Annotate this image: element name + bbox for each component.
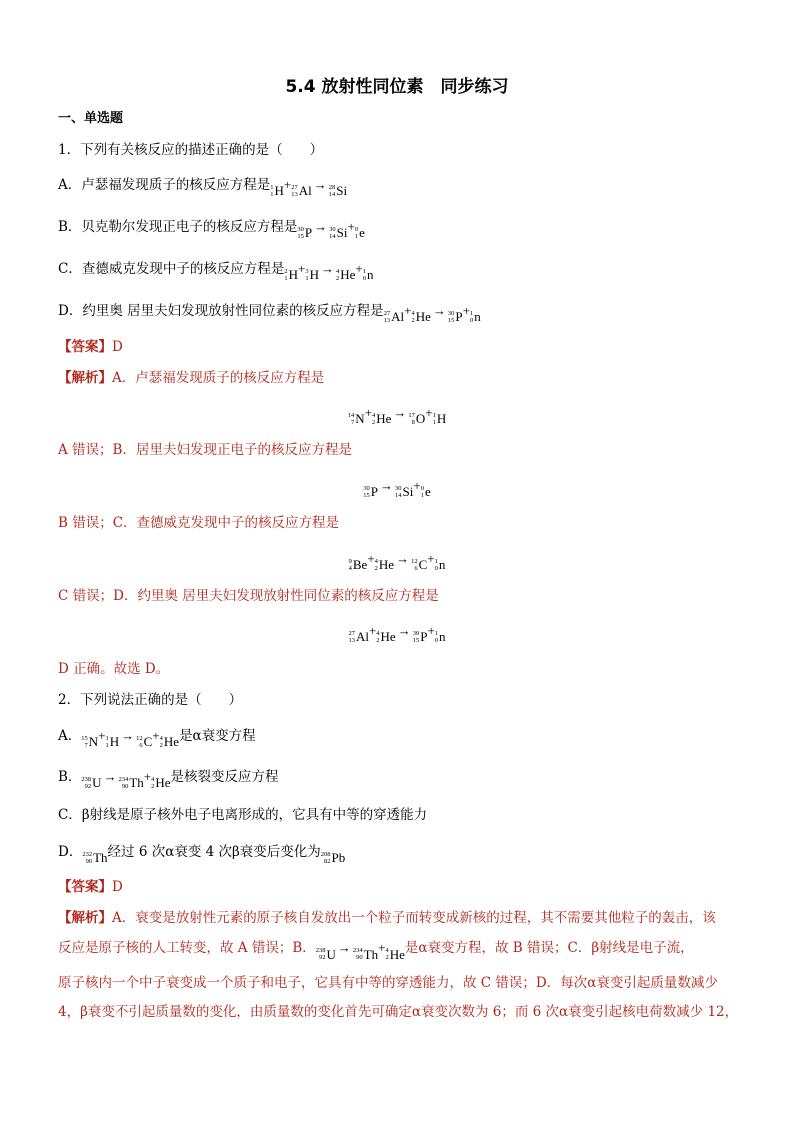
plus-symbol: + — [425, 405, 433, 420]
nuclide: 14 7 N — [347, 411, 365, 426]
q2-analysis-line-3: 原子核内一个中子衰变成一个质子和电子，它具有中等的穿透能力，故 C 错误；D．每次α衰变引起质量数减少 — [58, 974, 718, 991]
arrow-symbol: → — [121, 728, 135, 743]
plus-symbol: + — [367, 551, 375, 566]
nuclide: 4 2 He — [376, 629, 396, 644]
arrow-symbol: → — [393, 405, 407, 420]
q1-option-c: C．查德威克发现中子的核反应方程是 2 1 H + 3 1 H → 4 2 He + 1 0 n — [58, 261, 374, 282]
plus-symbol: + — [427, 551, 435, 566]
plus-symbol: + — [404, 303, 412, 318]
nuclide: 238 92 U — [315, 946, 336, 962]
plus-symbol: + — [378, 940, 386, 955]
q1-analysis-2: A 错误；B．居里夫妇发现正电子的核反应方程是 — [58, 442, 352, 458]
arrow-symbol: → — [337, 940, 351, 955]
arrow-symbol: → — [103, 769, 117, 784]
q1-analysis-5: D 正确。故选 D。 — [58, 661, 170, 677]
q1-analysis-eq4 — [0, 622, 794, 646]
arrow-symbol: → — [313, 177, 327, 192]
q1-option-b: B．贝克勒尔发现正电子的核反应方程是 30 15 P → 30 14 Si + 0 1 e — [58, 219, 365, 240]
arrow-symbol: → — [380, 478, 393, 493]
page-title: 5.4 放射性同位素 同步练习 — [285, 77, 509, 97]
q2-option-a: A． 15 7 N + 1 1 H → 12 6 C + 4 2 He 是α衰变方程 — [58, 728, 256, 749]
arrow-symbol: → — [320, 261, 334, 276]
nuclide: 1 1 H — [432, 411, 447, 426]
q2-option-d: D． 232 90 Th 经过 6 次α衰变 4 次β衰变后变化为 208 82 Pb — [58, 844, 346, 865]
q1-answer: 【答案】D — [58, 339, 123, 355]
plus-symbol: + — [355, 261, 363, 276]
arrow-symbol: → — [397, 623, 411, 638]
nuclide: 1 0 n — [469, 309, 481, 324]
nuclide: 17 8 O — [408, 411, 426, 426]
nuclide: 12 6 C — [411, 557, 428, 572]
plus-symbol: + — [427, 623, 435, 638]
nuclide: 232 90 Th — [82, 850, 108, 865]
q1-option-d: D．约里奥 居里夫妇发现放射性同位素的核反应方程是 27 13 Al + 4 2 He → 30 15 P + 1 0 n — [58, 303, 481, 324]
plus-symbol: + — [413, 478, 421, 493]
nuclide: 1 1 H — [270, 183, 284, 198]
q2-analysis-line-2: 反应是原子核的人工转变，故 A 错误；B． 238 92 U → 234 90 Th + 4 2 He 是α衰变方程，故 B 错误；C．β射线是电子流， — [58, 933, 748, 969]
q2-analysis-line-4: 4，β衰变不引起质量数的变化，由质量数的变化首先可确定α衰变次数为 6；而 6 次α衰变引起核电荷数减少 12， — [58, 1003, 739, 1020]
nuclide: 4 2 He — [151, 775, 171, 790]
plus-symbol: + — [297, 261, 306, 276]
section-heading: 一、单选题 — [58, 111, 124, 126]
nuclide: 4 2 He — [159, 734, 180, 749]
nuclide: 4 2 He — [335, 267, 356, 282]
q1-option-a: A．卢瑟福发现质子的核反应方程是 1 1 H + 27 13 Al → 28 14 Si — [58, 177, 348, 198]
nuclide: 4 2 He — [371, 411, 392, 426]
nuclide: 30 15 P — [412, 629, 428, 644]
nuclide: 27 13 Al — [383, 309, 405, 324]
nuclide: 234 90 Th — [352, 946, 379, 962]
nuclide: 3 1 H — [305, 267, 319, 282]
nuclide: 27 13 Al — [348, 629, 369, 644]
q1-option-a-equation — [270, 177, 348, 198]
nuclide: 30 14 Si — [395, 484, 414, 499]
nuclide: 1 1 H — [105, 734, 120, 749]
plus-symbol: + — [143, 769, 152, 784]
nuclide: 9 4 Be — [348, 557, 368, 572]
plus-symbol: + — [152, 728, 160, 743]
nuclide: 30 15 P — [297, 225, 313, 240]
nuclide: 0 1 e — [420, 484, 431, 499]
q1-analysis-1: 【解析】A．卢瑟福发现质子的核反应方程是 — [58, 370, 325, 386]
q1-option-d-equation — [383, 303, 481, 324]
q1-stem: 1．下列有关核反应的描述正确的是（ ） — [58, 142, 324, 158]
q1-option-b-equation — [297, 219, 365, 240]
arrow-symbol: → — [314, 219, 328, 234]
q1-analysis-4: C 错误；D．约里奥 居里夫妇发现放射性同位素的核反应方程是 — [58, 588, 439, 604]
nuclide: 4 2 He — [385, 946, 405, 962]
q1-analysis-eq2 — [0, 477, 794, 501]
plus-symbol: + — [283, 177, 292, 192]
nuclide: 30 14 Si — [329, 225, 348, 240]
nuclide: 208 82 Pb — [320, 850, 346, 865]
nuclide: 28 14 Si — [328, 183, 348, 198]
q1-analysis-3: B 错误；C．查德威克发现中子的核反应方程是 — [58, 515, 340, 531]
q2-analysis — [58, 904, 748, 1027]
arrow-symbol: → — [432, 303, 446, 318]
nuclide: 4 2 He — [411, 309, 431, 324]
nuclide: 4 2 He — [374, 557, 395, 572]
nuclide: 12 6 C — [136, 734, 153, 749]
plus-symbol: + — [347, 219, 355, 234]
nuclide: 234 90 Th — [118, 775, 144, 790]
q1-analysis-eq1 — [0, 404, 794, 428]
q2-answer: 【答案】D — [58, 879, 123, 895]
q2-stem: 2．下列说法正确的是（ ） — [58, 692, 243, 708]
nuclide: 15 7 N — [81, 734, 99, 749]
plus-symbol: + — [462, 303, 470, 318]
q2-option-b: B． 238 92 U → 234 90 Th + 4 2 He 是核裂变反应方程 — [58, 769, 279, 790]
plus-symbol: + — [98, 728, 106, 743]
arrow-symbol: → — [396, 551, 410, 566]
nuclide: 2 1 H — [284, 267, 298, 282]
q2-analysis-line-1: 【解析】A．衰变是放射性元素的原子核自发放出一个粒子而转变成新核的过程，其不需要其他粒子的轰击，该 — [58, 910, 716, 926]
nuclide: 0 1 e — [354, 225, 365, 240]
nuclide: 1 0 n — [362, 267, 374, 282]
plus-symbol: + — [364, 405, 372, 420]
q1-option-c-equation — [284, 261, 374, 282]
nuclide: 1 0 n — [434, 629, 446, 644]
nuclide: 1 0 n — [434, 557, 446, 572]
plus-symbol: + — [368, 623, 377, 638]
q2-option-c: C．β射线是原子核外电子电离形成的，它具有中等的穿透能力 — [58, 807, 428, 823]
nuclide: 30 15 P — [447, 309, 463, 324]
q1-analysis-eq3 — [0, 550, 794, 574]
nuclide: 27 13 Al — [291, 183, 312, 198]
nuclide: 238 92 U — [81, 775, 102, 790]
nuclide: 30 15 P — [363, 484, 378, 499]
